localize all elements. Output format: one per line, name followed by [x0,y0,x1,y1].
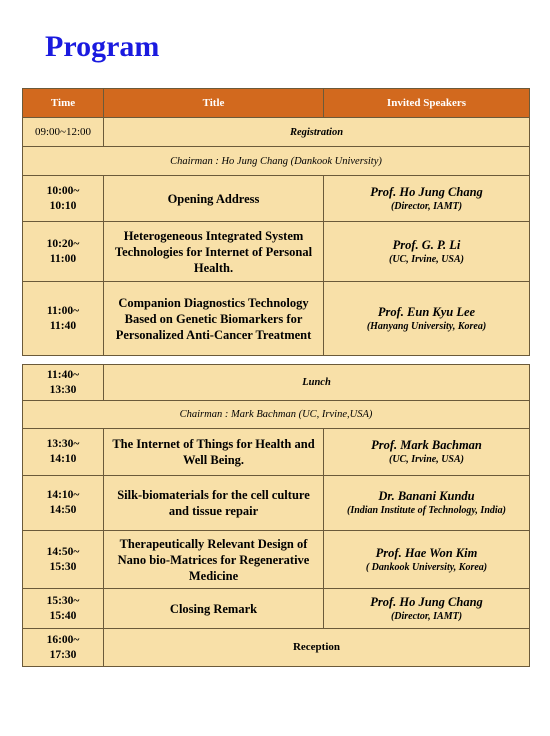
speaker-affiliation: (UC, Irvine, USA) [388,253,464,265]
time-cell: 13:30~ 14:10 [23,429,104,476]
speaker-cell [324,222,530,282]
speaker-cell [324,429,530,476]
speaker-name: Prof. Eun Kyu Lee [377,304,476,319]
table-row [23,176,530,222]
table-row [23,429,530,476]
talk-title: Therapeutically Relevant Design of Nano bio-Matrices for Regenerative Medicine [104,531,324,589]
speaker-affiliation: ( Dankook University, Korea) [365,561,488,573]
time-cell: 11:00~ 11:40 [23,282,104,356]
speaker-cell [324,282,530,356]
speaker-name: Dr. Banani Kundu [378,489,475,503]
registration-row [23,118,530,147]
time-cell: 14:50~ 15:30 [23,531,104,589]
time-cell: 14:10~ 14:50 [23,476,104,531]
program-table-morning [22,88,530,356]
program-table-afternoon [22,364,530,667]
speaker-affiliation: (Hanyang University, Korea) [366,320,487,332]
speaker-affiliation: (UC, Irvine, USA) [388,454,464,465]
chairman-row [23,147,530,176]
talk-title: Opening Address [104,176,324,222]
table-row [23,222,530,282]
reception-label: Reception [104,629,530,667]
header-title: Title [104,89,324,118]
time-cell: 10:00~ 10:10 [23,176,104,222]
table-header-row [23,89,530,118]
talk-title: Heterogeneous Integrated System Technologies for Internet of Personal Health. [104,222,324,282]
registration-label: Registration [104,118,530,147]
speaker-name: Prof. Hae Won Kim [375,545,478,560]
registration-time: 09:00~12:00 [23,118,104,147]
speaker-name: Prof. Ho Jung Chang [370,594,483,609]
table-row [23,476,530,531]
talk-title: Companion Diagnostics Technology Based on Genetic Biomarkers for Personalized Anti-Cancer Treatment [104,282,324,356]
speaker-affiliation: (Director, IAMT) [390,610,463,622]
page-title: Program [45,30,160,63]
talk-title: Silk-biomaterials for the cell culture and tissue repair [104,476,324,531]
speaker-cell [324,476,530,531]
speaker-name: Prof. G. P. Li [392,237,461,252]
time-cell: 10:20~ 11:00 [23,222,104,282]
chairman-2: Chairman : Mark Bachman (UC, Irvine,USA) [23,401,530,429]
talk-title: Closing Remark [104,589,324,629]
speaker-affiliation: (Director, IAMT) [390,200,463,212]
speaker-affiliation: (Indian Institute of Technology, India) [346,505,506,516]
chairman-row [23,401,530,429]
header-speakers: Invited Speakers [324,89,530,118]
header-time: Time [23,89,104,118]
table-row [23,282,530,356]
speaker-name: Prof. Mark Bachman [371,438,482,452]
time-cell: 15:30~ 15:40 [23,589,104,629]
reception-row [23,629,530,667]
table-row [23,531,530,589]
speaker-name: Prof. Ho Jung Chang [370,184,483,199]
chairman-1: Chairman : Ho Jung Chang (Dankook University) [23,147,530,176]
lunch-label: Lunch [104,365,530,401]
table-row [23,589,530,629]
time-cell: 16:00~ 17:30 [23,629,104,667]
time-cell: 11:40~ 13:30 [23,365,104,401]
lunch-row [23,365,530,401]
talk-title: The Internet of Things for Health and Well Being. [104,429,324,476]
speaker-cell [324,589,530,629]
speaker-cell [324,531,530,589]
speaker-cell [324,176,530,222]
